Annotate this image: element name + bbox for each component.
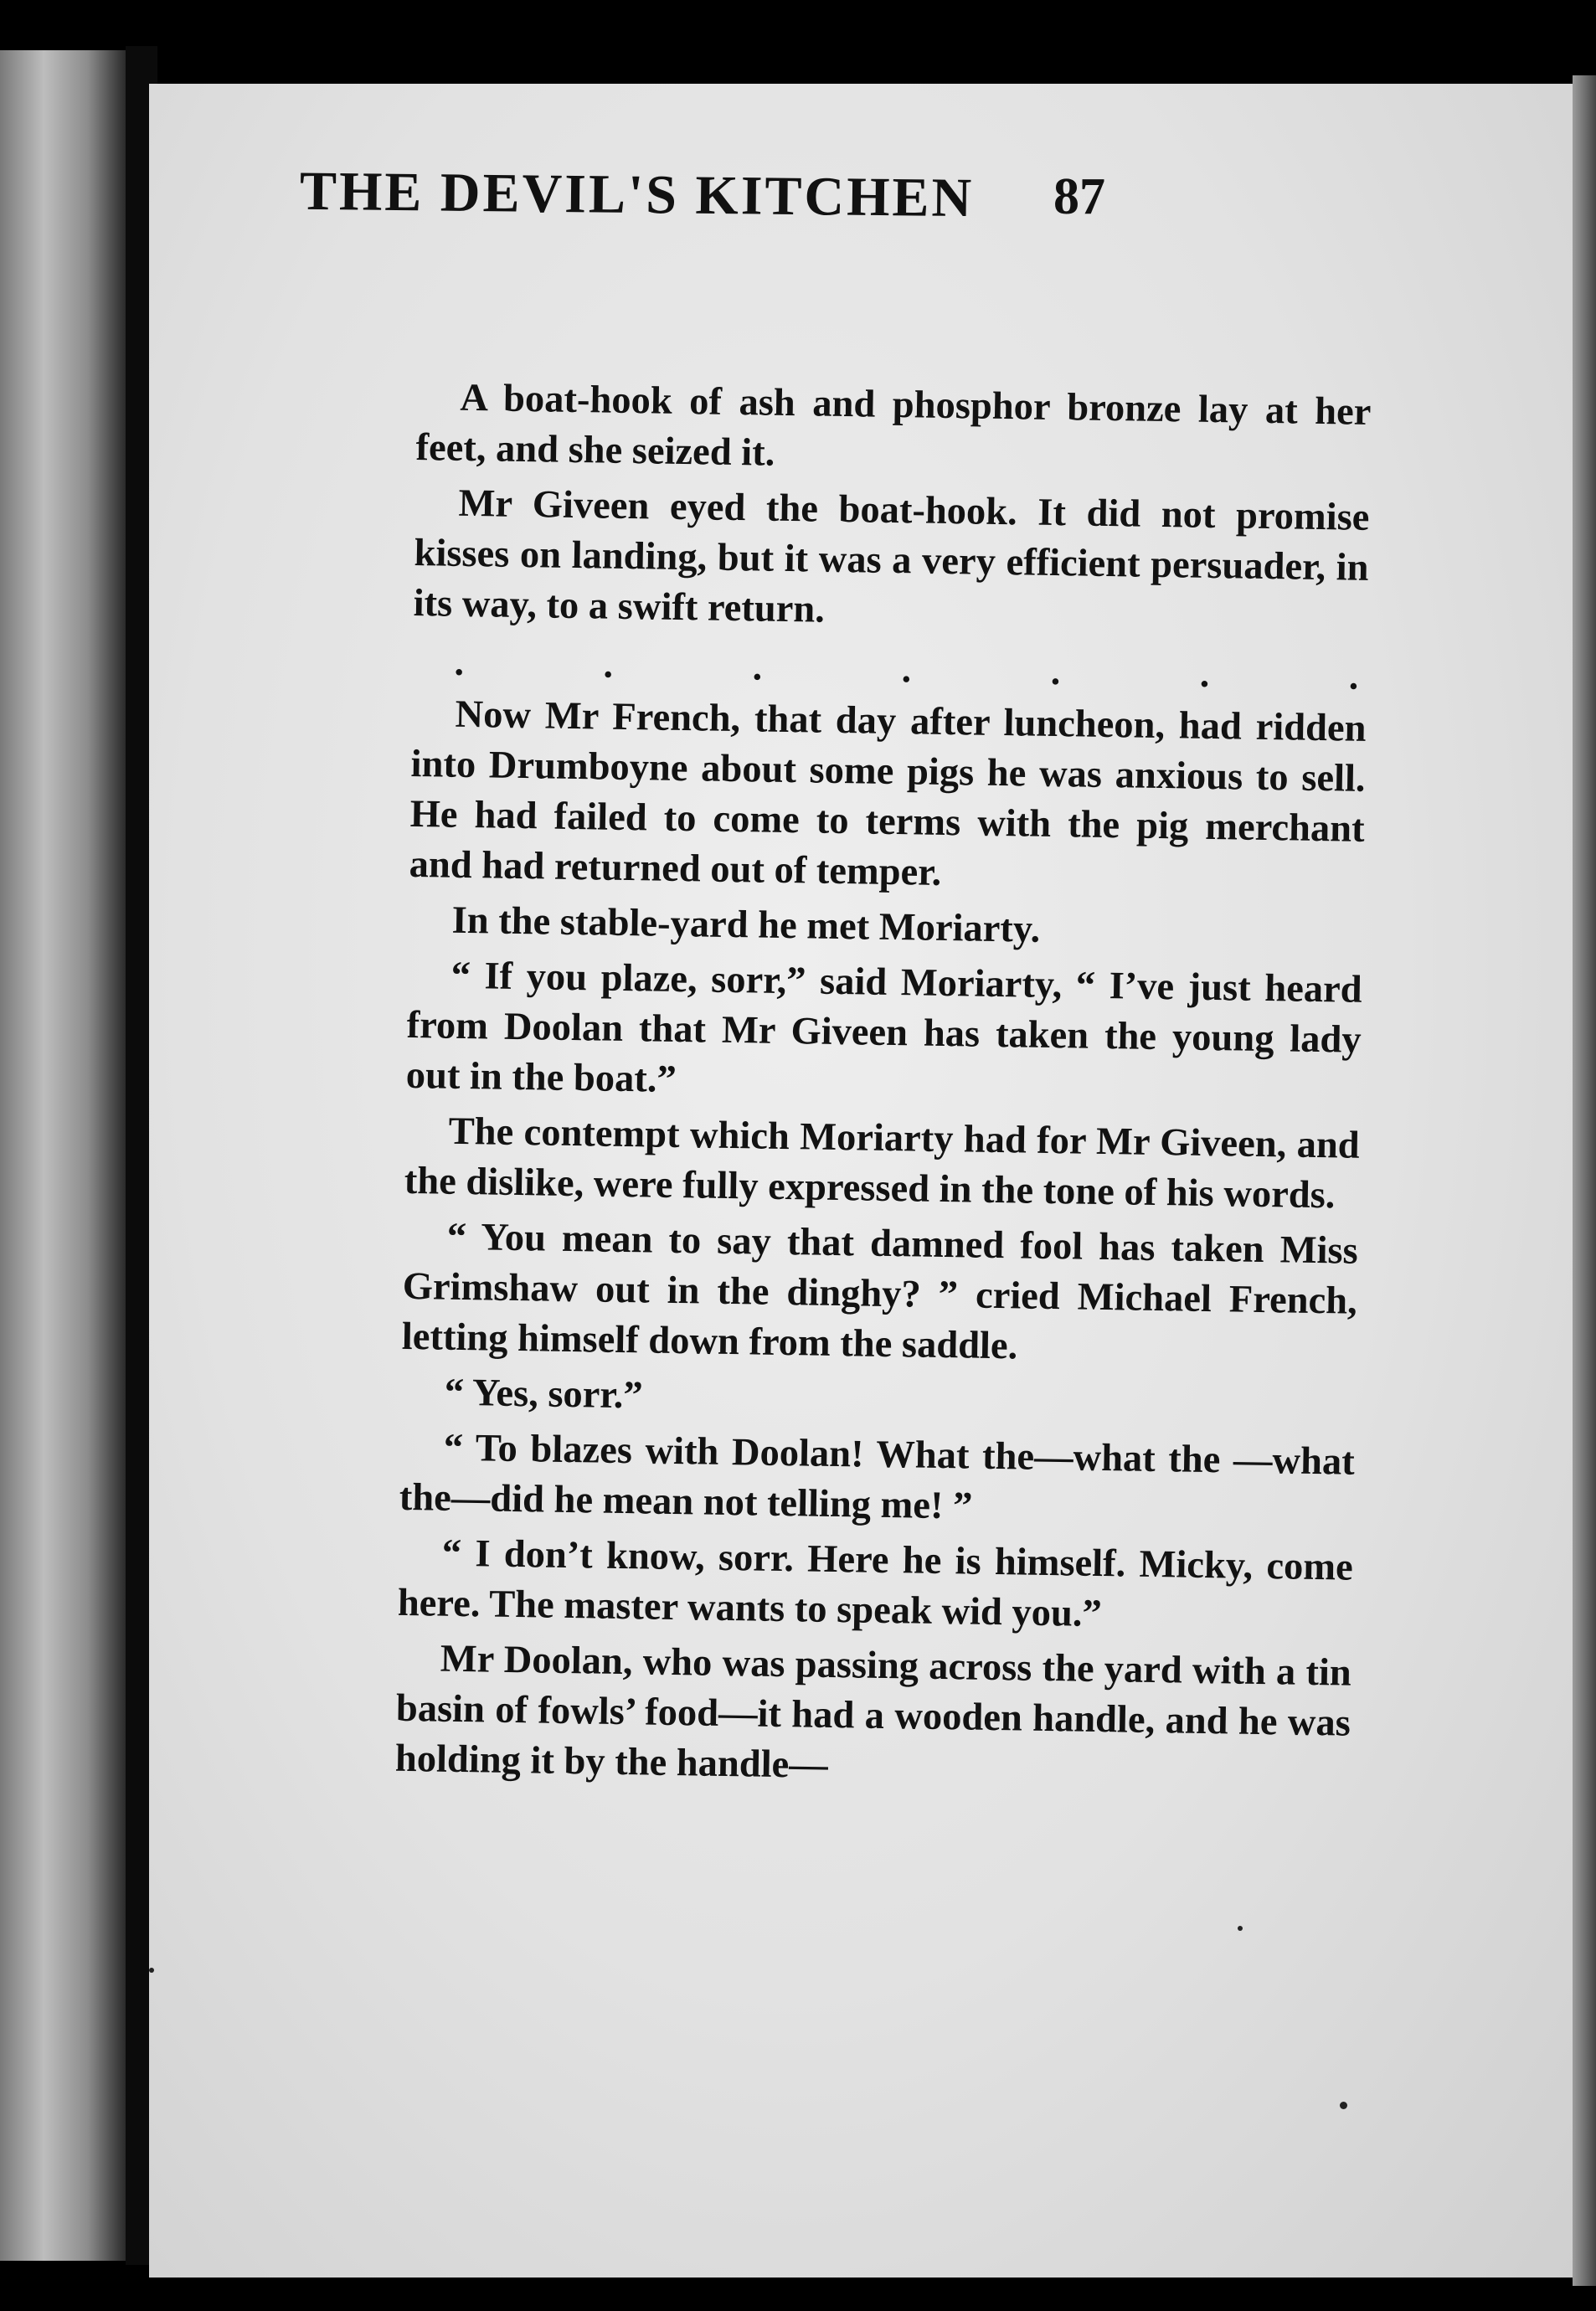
paragraph: “ You mean to say that damned fool has taken Miss Grimshaw out in the dinghy? ” cried Michael French, letting himself down from the saddle. [401, 1215, 1359, 1368]
paragraph: “ Yes, sorr.” [444, 1371, 644, 1418]
ink-speck [1238, 1926, 1243, 1931]
book-edge-left [0, 50, 126, 2261]
section-break: . . . . . . . [454, 640, 1359, 697]
paragraph: “ If you plaze, sorr,” said Moriarty, “ I’ve just heard from Doolan that Mr Giveen has taken the young lady out in the boat.” [405, 954, 1362, 1101]
paragraph: In the stable-yard he met Moriarty. [451, 898, 1041, 951]
paragraph: Now Mr French, that day after luncheon, had ridden into Drumboyne about some pigs he was anxious to sell. He had failed to come to terms with the pig merchant and had returned out of temper. [409, 692, 1367, 894]
page-body [394, 373, 1371, 1804]
ink-speck [149, 1968, 154, 1973]
paragraph: Mr Giveen eyed the boat-hook. It did not promise kisses on landing, but it was a very efficient persuader, in its way, to a swift return. [413, 481, 1370, 631]
paragraph: “ I don’t know, sorr. Here he is himself. Micky, come here. The master wants to speak wid you.” [397, 1531, 1354, 1636]
paragraph: The contempt which Moriarty had for Mr Giveen, and the dislike, were fully expressed in the tone of his words. [404, 1109, 1361, 1217]
page-number: 87 [1053, 168, 1105, 225]
ink-speck [1340, 2102, 1347, 2109]
paragraph: “ To blazes with Doolan! What the—what the —what the—did he mean not telling me! ” [399, 1426, 1356, 1528]
running-title: THE DEVIL'S KITCHEN [299, 160, 975, 229]
paragraph: A boat-hook of ash and phosphor bronze lay at her feet, and she seized it. [415, 376, 1372, 475]
paragraph: Mr Doolan, who was passing across the yard with a tin basin of fowls’ food—it had a wooden handle, and he was holding it by the handle— [394, 1637, 1352, 1787]
book-page [149, 84, 1578, 2278]
